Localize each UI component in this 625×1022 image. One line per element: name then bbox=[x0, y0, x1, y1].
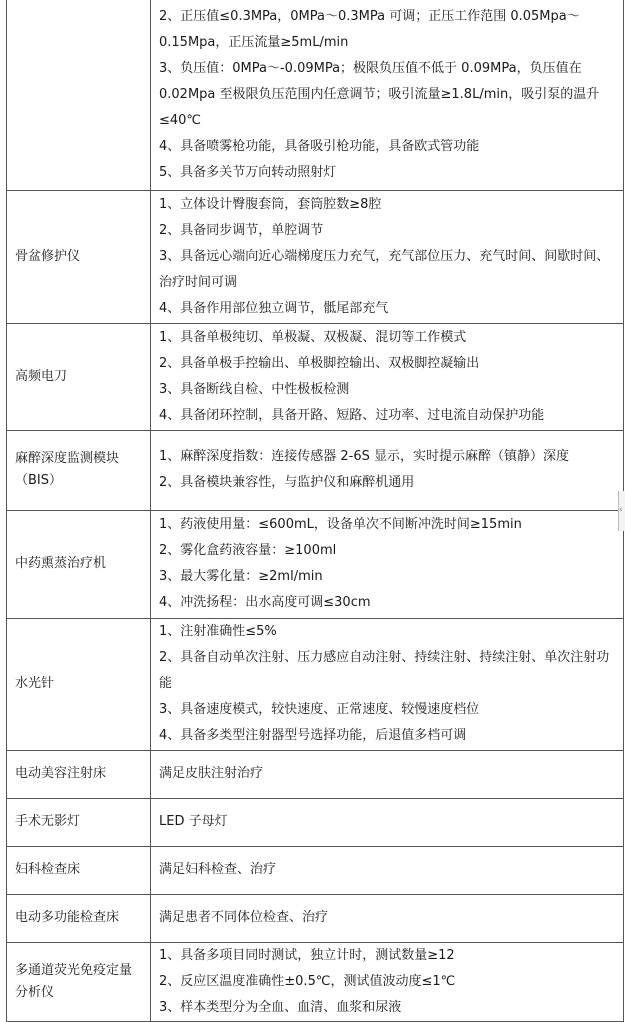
table-row bbox=[7, 510, 624, 618]
spec-cell bbox=[151, 894, 624, 942]
equipment-name: 电动美容注射床 bbox=[7, 750, 151, 798]
equipment-name: 水光针 bbox=[7, 618, 151, 750]
spec-line: 3、具备断线自检、中性极板检测 bbox=[159, 381, 350, 397]
spec-line: 1、具备单极纯切、单极凝、双极凝、混切等工作模式 bbox=[159, 329, 467, 345]
spec-line: 3、样本类型分为全血、血清、血浆和尿液 bbox=[159, 999, 402, 1015]
equipment-name: 麻醉深度监测模块（BIS） bbox=[7, 430, 151, 510]
spec-line: LED 子母灯 bbox=[159, 814, 228, 829]
spec-cell bbox=[151, 846, 624, 894]
spec-line: 2、具备单极手控输出、单极脚控输出、双极脚控凝输出 bbox=[159, 355, 480, 371]
spec-line: 2、具备同步调节，单腔调节 bbox=[159, 222, 324, 238]
spec-line: 1、具备多项目同时测试，独立计时，测试数量≥12 bbox=[159, 947, 455, 963]
spec-line: 3、负压值：0MPa～-0.09MPa；极限负压值不低于 0.09MPa，负压值在 0.02Mpa 至极限负压范围内任意调节；吸引流量≥1.8L/min，吸引泵的温升≤40℃ bbox=[159, 60, 600, 128]
spec-line: 2、具备模块兼容性，与监护仪和麻醉机通用 bbox=[159, 475, 415, 490]
equipment-name: 骨盆修护仪 bbox=[7, 190, 151, 323]
spec-cell bbox=[151, 430, 624, 510]
table-row bbox=[7, 798, 624, 846]
spec-cell bbox=[151, 190, 624, 323]
spec-line: 2、反应区温度准确性±0.5℃，测试值波动度≤1℃ bbox=[159, 973, 456, 989]
spec-line: 1、药液使用量：≤600mL，设备单次不间断冲洗时间≥15min bbox=[159, 517, 522, 532]
spec-cell bbox=[151, 618, 624, 750]
spec-line: 4、具备作用部位独立调节，骶尾部充气 bbox=[159, 300, 389, 316]
spec-line: 2、雾化盒药液容量：≥100ml bbox=[159, 543, 337, 558]
spec-line: 满足患者不同体位检查、治疗 bbox=[159, 910, 329, 925]
chevron-left-icon: ‹ bbox=[619, 505, 623, 515]
spec-line: 4、具备喷雾枪功能，具备吸引枪功能，具备欧式管功能 bbox=[159, 138, 480, 154]
spec-line: 2、具备自动单次注射、压力感应自动注射、持续注射、持续注射、单次注射功能 bbox=[159, 650, 610, 691]
equipment-name: 多通道荧光免疫定量分析仪 bbox=[7, 942, 151, 1021]
table-row bbox=[7, 750, 624, 798]
spec-line: 4、冲洗扬程：出水高度可调≤30cm bbox=[159, 595, 371, 610]
table-row bbox=[7, 618, 624, 750]
spec-cell bbox=[151, 750, 624, 798]
table-row bbox=[7, 323, 624, 430]
spec-cell bbox=[151, 323, 624, 430]
spec-line: 5、具备多关节万向转动照射灯 bbox=[159, 164, 337, 180]
spec-line: 4、具备闭环控制，具备开路、短路、过功率、过电流自动保护功能 bbox=[159, 407, 545, 423]
equipment-name: 中药熏蒸治疗机 bbox=[7, 510, 151, 618]
spec-cell bbox=[151, 798, 624, 846]
table-row bbox=[7, 190, 624, 323]
spec-line: 4、具备多类型注射器型号选择功能，后退值多档可调 bbox=[159, 728, 467, 743]
spec-line: 满足皮肤注射治疗 bbox=[159, 766, 264, 781]
spec-line: 满足妇科检查、治疗 bbox=[159, 862, 277, 877]
scroll-handle[interactable] bbox=[618, 491, 625, 531]
table-row bbox=[7, 894, 624, 942]
spec-cell bbox=[151, 510, 624, 618]
spec-line: 2、正压值≤0.3MPa，0MPa～0.3MPa 可调；正压工作范围 0.05Mpa～0.15Mpa，正压流量≥5mL/min bbox=[159, 8, 580, 50]
equipment-spec-table bbox=[6, 0, 624, 1022]
equipment-name: 妇科检查床 bbox=[7, 846, 151, 894]
table-row bbox=[7, 0, 624, 190]
spec-line: 3、具备速度模式，较快速度、正常速度、较慢速度档位 bbox=[159, 702, 480, 717]
table-row bbox=[7, 846, 624, 894]
equipment-name bbox=[7, 0, 151, 190]
table-row bbox=[7, 942, 624, 1021]
spec-line: 3、具备远心端向近心端梯度压力充气，充气部位压力、充气时间、间歇时间、治疗时间可调 bbox=[159, 248, 610, 290]
spec-line: 1、注射准确性≤5% bbox=[159, 624, 277, 639]
equipment-name: 电动多功能检查床 bbox=[7, 894, 151, 942]
equipment-name: 手术无影灯 bbox=[7, 798, 151, 846]
table-row bbox=[7, 430, 624, 510]
spec-line: 3、最大雾化量：≥2ml/min bbox=[159, 569, 323, 584]
spec-line: 1、立体设计臀腹套筒，套筒腔数≥8腔 bbox=[159, 196, 382, 212]
spec-cell bbox=[151, 0, 624, 190]
spec-line: 1、麻醉深度指数：连接传感器 2-6S 显示，实时提示麻醉（镇静）深度 bbox=[159, 449, 570, 464]
equipment-name: 高频电刀 bbox=[7, 323, 151, 430]
spec-cell bbox=[151, 942, 624, 1021]
